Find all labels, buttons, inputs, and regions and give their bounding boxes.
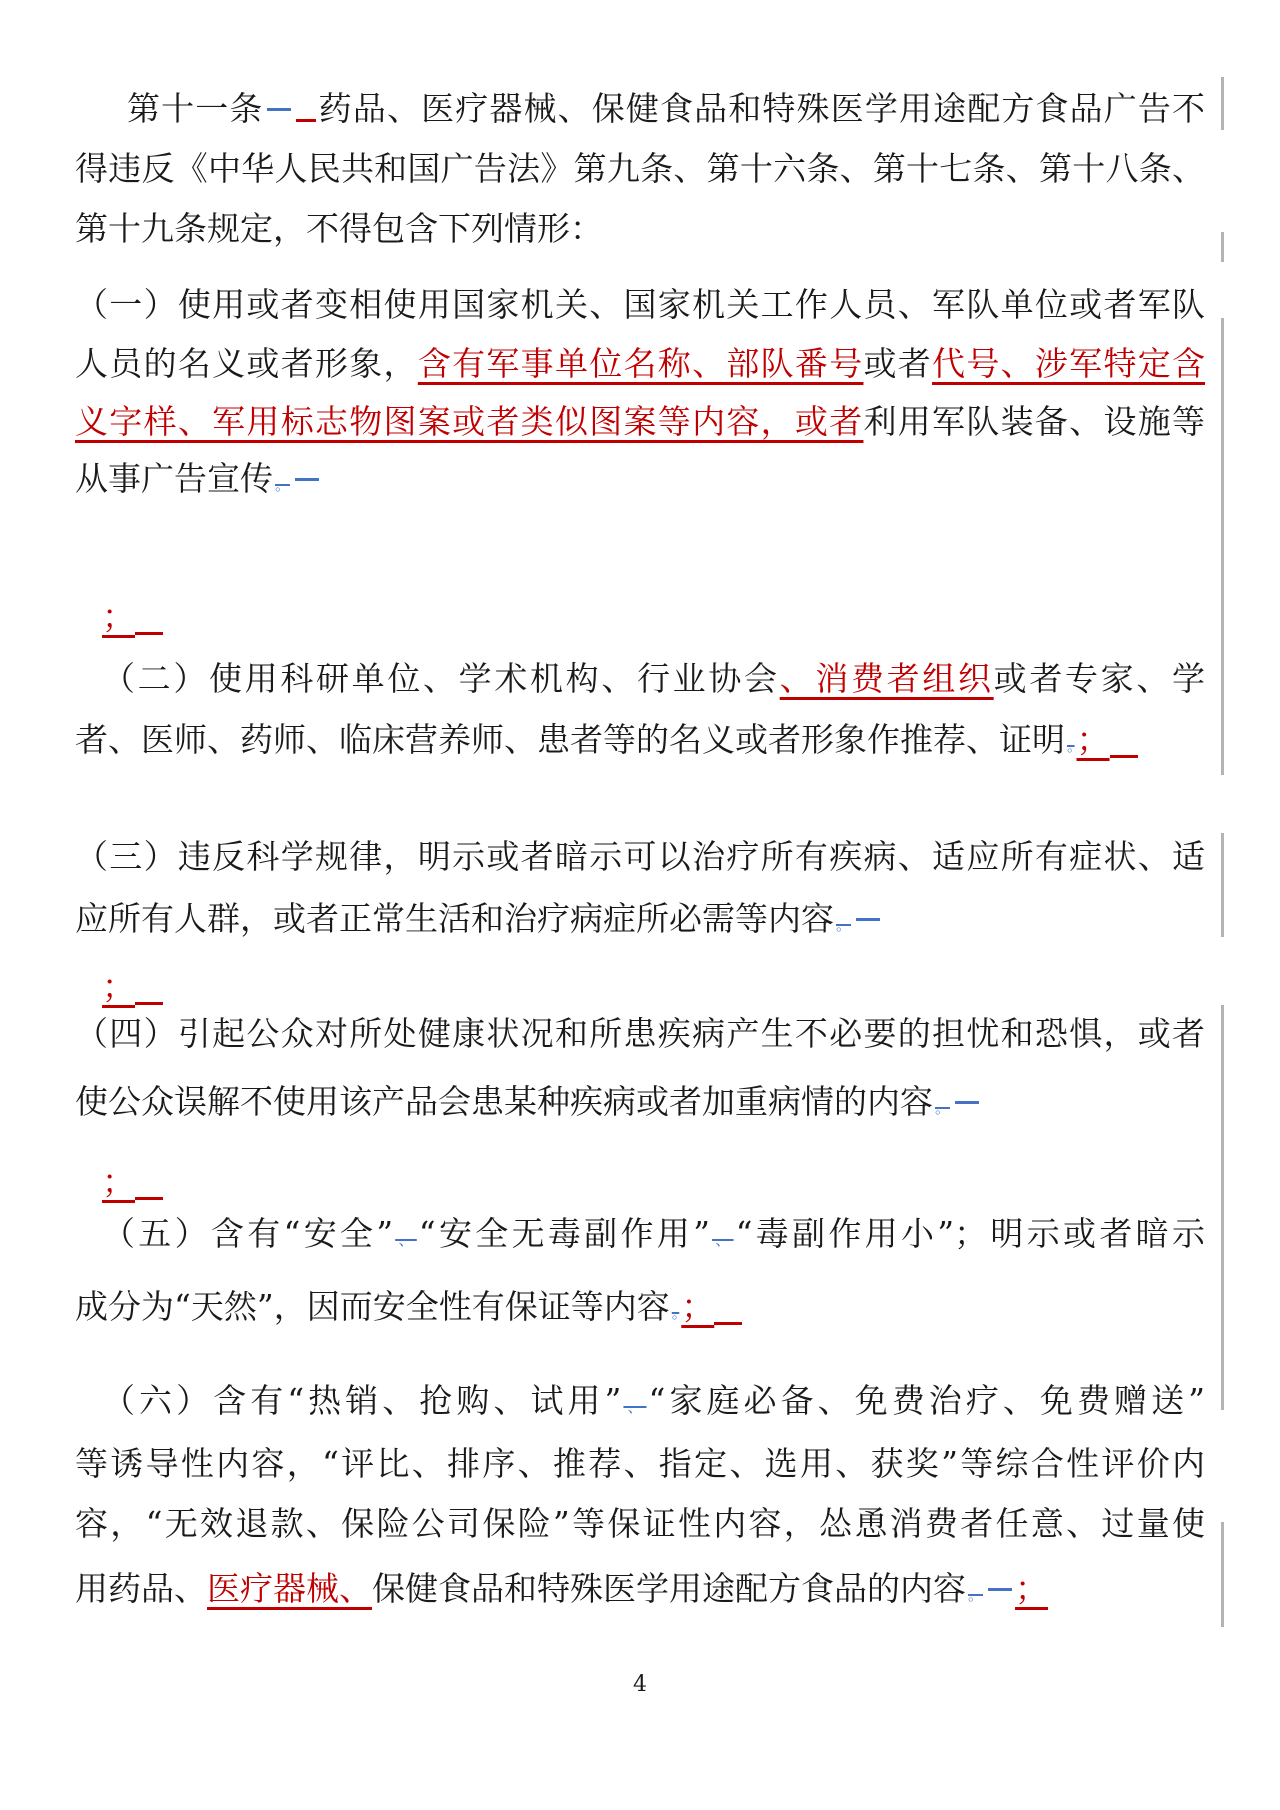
inserted-text: 、消费者组织 — [779, 659, 994, 698]
text-line — [75, 1283, 1205, 1331]
text-segment: （二）使用科研单位、学术机构、行业协会 — [102, 659, 780, 698]
inserted-text: ； — [681, 1287, 715, 1326]
text-line — [75, 1565, 1205, 1613]
inserted-text: 义字样、军用标志物图案或者类似图案等内容，或者 — [75, 402, 864, 441]
text-segment: （五）含有“安全” — [102, 1214, 394, 1253]
text-line — [75, 340, 1205, 388]
inserted-text: 医疗器械、 — [207, 1569, 372, 1608]
text-line — [75, 593, 1205, 641]
deleted-punctuation-mark: 、 — [395, 1231, 417, 1249]
inserted-text: ； — [102, 1162, 135, 1201]
text-line — [75, 1158, 1205, 1206]
insertion-underline-tail — [135, 1002, 163, 1005]
text-segment: 用药品、 — [75, 1569, 207, 1608]
text-line — [75, 833, 1205, 881]
insertion-underline-tail — [135, 1197, 163, 1200]
text-segment: 得违反《中华人民共和国广告法》第九条、第十六条、第十七条、第十八条、 — [75, 149, 1205, 188]
text-line — [75, 1210, 1205, 1258]
text-line — [75, 963, 1205, 1011]
text-line — [75, 895, 1205, 943]
text-line — [75, 205, 1205, 253]
text-line — [75, 85, 1205, 133]
text-segment: “家庭必备、免费治疗、免费赠送” — [648, 1381, 1205, 1420]
text-line — [75, 398, 1205, 446]
text-segment: 第十一条 — [127, 89, 264, 128]
text-segment: 利用军队装备、设施等 — [863, 402, 1205, 441]
deleted-punctuation-mark: 、 — [711, 1231, 734, 1249]
text-line — [75, 281, 1205, 329]
deleted-punctuation-mark: 。 — [1067, 737, 1075, 755]
text-line — [75, 1500, 1205, 1548]
text-line — [75, 1010, 1205, 1058]
changed-line-bar — [1221, 1522, 1224, 1627]
text-segment: 第十九条规定，不得包含下列情形： — [75, 209, 603, 248]
text-segment: 从事广告宣传 — [75, 459, 273, 498]
changed-line-bar — [1221, 318, 1224, 775]
text-segment: 或者 — [863, 344, 933, 383]
changed-line-bar — [1221, 833, 1224, 937]
text-segment: 保健食品和特殊医学用途配方食品的内容 — [372, 1569, 966, 1608]
deleted-space-mark — [267, 108, 291, 111]
text-line — [75, 1440, 1205, 1488]
text-segment: 容，“无效退款、保险公司保险”等保证性内容，怂恿消费者任意、过量使 — [75, 1504, 1205, 1543]
text-segment: “安全无毒副作用” — [418, 1214, 710, 1253]
changed-line-bar — [1221, 232, 1224, 262]
changed-line-bar — [1221, 1005, 1224, 1410]
inserted-text: ； — [1076, 720, 1110, 759]
text-line — [75, 655, 1205, 703]
deleted-space-mark — [295, 478, 319, 481]
changed-line-bar — [1221, 77, 1224, 130]
text-segment: 者、医师、药师、临床营养师、患者等的名义或者形象作推荐、证明 — [75, 720, 1065, 759]
text-segment: （四）引起公众对所处健康状况和所患疾病产生不必要的担忧和恐惧，或者 — [75, 1014, 1205, 1053]
text-segment: 应所有人群，或者正常生活和治疗病症所必需等内容 — [75, 899, 834, 938]
inserted-text: 代号、涉军特定含 — [932, 344, 1205, 383]
insertion-underline-tail — [714, 1322, 742, 1325]
deleted-punctuation-mark: 。 — [935, 1099, 951, 1117]
text-segment: 使公众误解不使用该产品会患某种疾病或者加重病情的内容 — [75, 1082, 933, 1121]
deleted-punctuation-mark: 。 — [968, 1586, 984, 1604]
text-line — [75, 1377, 1205, 1425]
text-segment: 或者专家、学 — [993, 659, 1206, 698]
deleted-punctuation-mark: 。 — [836, 916, 852, 934]
inserted-text: 含有军事单位名称、部队番号 — [417, 344, 864, 383]
page-number: 4 — [633, 1672, 647, 1697]
inserted-text: ； — [102, 597, 135, 636]
deleted-punctuation-mark: 、 — [623, 1398, 647, 1416]
text-line — [75, 455, 1205, 503]
text-segment: 人员的名义或者形象， — [75, 344, 418, 383]
inserted-text: ； — [102, 967, 135, 1006]
text-line — [75, 145, 1205, 193]
deleted-space-mark — [856, 918, 880, 921]
text-segment: （一）使用或者变相使用国家机关、国家机关工作人员、军队单位或者军队 — [75, 285, 1205, 324]
deleted-punctuation-mark: 。 — [275, 476, 291, 494]
insertion-underline-tail — [1110, 755, 1138, 758]
inserted-text: ； — [1015, 1569, 1049, 1608]
insertion-underline-tail — [135, 632, 163, 635]
text-segment: 成分为“天然”，因而安全性有保证等内容 — [75, 1287, 670, 1326]
deleted-punctuation-mark: 。 — [671, 1304, 680, 1322]
inserted-space-mark — [296, 119, 316, 122]
text-segment: （六）含有“热销、抢购、试用” — [102, 1381, 622, 1420]
text-segment: 等诱导性内容，“评比、排序、推荐、指定、选用、获奖”等综合性评价内 — [75, 1444, 1205, 1483]
deleted-space-mark — [988, 1588, 1012, 1591]
text-segment: “毒副作用小”；明示或者暗示 — [735, 1214, 1205, 1253]
text-line — [75, 716, 1205, 764]
text-segment: （三）违反科学规律，明示或者暗示可以治疗所有疾病、适应所有症状、适 — [75, 837, 1205, 876]
deleted-space-mark — [955, 1101, 979, 1104]
text-line — [75, 1078, 1205, 1126]
text-segment: 药品、医疗器械、保健食品和特殊医学用途配方食品广告不 — [317, 89, 1206, 128]
